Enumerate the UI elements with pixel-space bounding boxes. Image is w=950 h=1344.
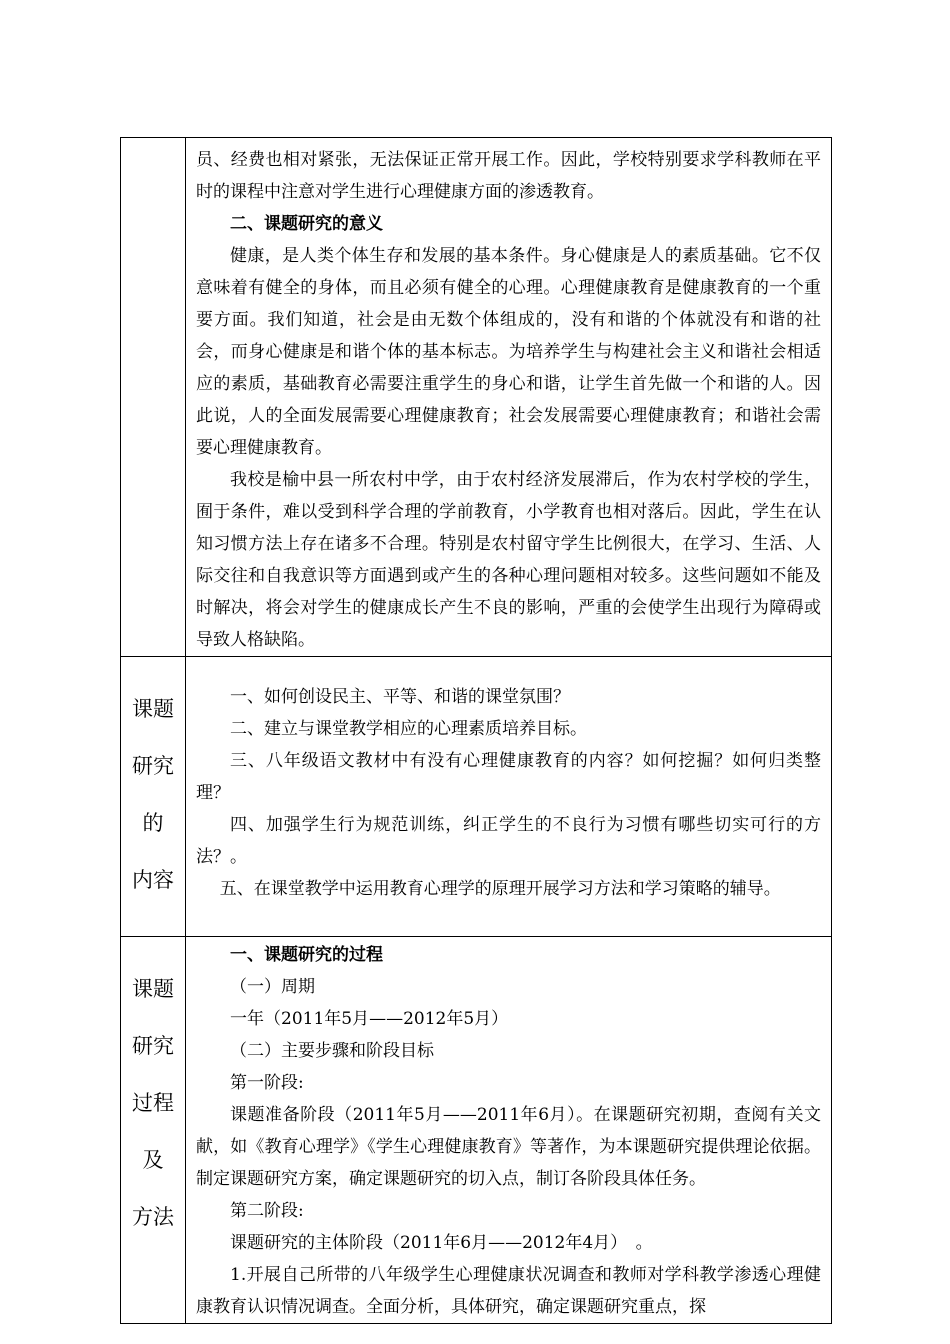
label-cell-empty [121,138,186,657]
text-line: （一）周期 [230,977,315,997]
text-line: 课题研究的主体阶段（2011年6月——2012年4月） 。 [230,1233,653,1253]
label-line: 课题 [132,697,174,721]
list-item: 五、在课堂教学中运用教育心理学的原理开展学习方法和学习策略的辅导。 [219,879,781,899]
label-line: 研究 [132,754,174,778]
label-cell-process [121,937,186,1324]
table-row [121,138,832,657]
report-table [120,137,832,1324]
text-line: 一年（2011年5月——2012年5月） [230,1009,509,1029]
content-cell-research-process [186,937,832,1324]
table-row [121,657,832,937]
list-item: 一、如何创设民主、平等、和谐的课堂氛围？ [230,687,570,707]
text-line: 课题准备阶段（2011年5月——2011年6月）。在课题研究初期，查阅有关文献，如《教育心理学》《学生心理健康教育》等著作，为本课题研究提供理论依据。制定课题研究方案，确定课题研究的切入点，制订各阶段具体任务。 [196,1105,821,1189]
section-heading-significance: 二、课题研究的意义 [230,214,383,234]
content-cell-research-content [186,657,832,937]
label-line: 课题 [132,977,174,1001]
text-line: 1.开展自己所带的八年级学生心理健康状况调查和教师对学科教学渗透心理健康教育认识情况调查。全面分析，具体研究，确定课题研究重点，探 [196,1265,821,1317]
text-line: （二）主要步骤和阶段目标 [230,1041,434,1061]
paragraph-health: 健康，是人类个体生存和发展的基本条件。身心健康是人的素质基础。它不仅意味着有健全的身体，而且必须有健全的心理。心理健康教育是健康教育的一个重要方面。我们知道，社会是由无数个体组成的，没有和谐的个体就没有和谐的社会，而身心健康是和谐个体的基本标志。为培养学生与构建社会主义和谐社会相适应的素质，基础教育必需要注重学生的身心和谐，让学生首先做一个和谐的人。因此说，人的全面发展需要心理健康教育；社会发展需要心理健康教育；和谐社会需要心理健康教育。 [196,246,821,458]
list-item: 二、建立与课堂教学相应的心理素质培养目标。 [230,719,587,739]
row-label-research-content [121,681,185,909]
label-line: 及 [142,1148,164,1172]
label-line: 方法 [132,1205,174,1229]
text-line: 第二阶段: [230,1201,304,1221]
label-line: 研究 [132,1034,174,1058]
section-heading-process: 一、课题研究的过程 [230,945,383,965]
paragraph-school: 我校是榆中县一所农村中学，由于农村经济发展滞后，作为农村学校的学生，囿于条件，难以受到科学合理的学前教育，小学教育也相对落后。因此，学生在认知习惯方法上存在诸多不合理。特别是农村留守学生比例很大，在学习、生活、人际交往和自我意识等方面遇到或产生的各种心理问题相对较多。这些问题如不能及时解决，将会对学生的健康成长产生不良的影响，严重的会使学生出现行为障碍或导致人格缺陷。 [196,470,821,650]
label-cell-content [121,657,186,937]
label-line: 的 [142,811,164,835]
paragraph-continuation: 员、经费也相对紧张，无法保证正常开展工作。因此，学校特别要求学科教师在平时的课程中注意对学生进行心理健康方面的渗透教育。 [196,150,821,202]
label-line: 过程 [132,1091,174,1115]
list-item: 四、加强学生行为规范训练，纠正学生的不良行为习惯有哪些切实可行的方法？。 [196,815,821,867]
table-row [121,937,832,1324]
row-label-research-process [121,961,185,1246]
text-line: 第一阶段: [230,1073,304,1093]
content-cell-significance [186,138,832,657]
label-line: 内容 [132,868,174,892]
list-item: 三、八年级语文教材中有没有心理健康教育的内容？如何挖掘？如何归类整理？ [196,751,821,803]
